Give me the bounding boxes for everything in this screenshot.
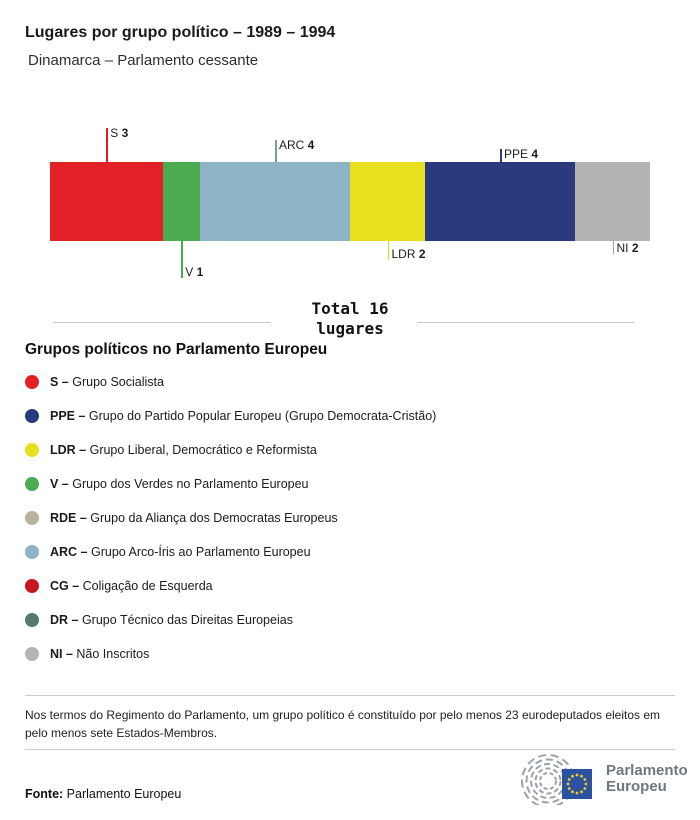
callout-label-V: V 1	[185, 265, 204, 279]
ep-hemicycle-logo-icon	[518, 753, 600, 805]
eu-flag-icon	[562, 769, 592, 799]
page-subtitle: Dinamarca – Parlamento cessante	[28, 52, 259, 69]
legend-dot-RDE-icon	[25, 511, 39, 525]
callout-label-LDR: LDR 2	[391, 247, 426, 261]
legend-label-PPE: PPE – Grupo do Partido Popular Europeu (Grupo Democrata-Cristão)	[50, 409, 437, 423]
legend-label-NI: NI – Não Inscritos	[50, 647, 150, 661]
ep-logo	[518, 753, 688, 805]
legend-heading: Grupos políticos no Parlamento Europeu	[25, 341, 328, 358]
total-rule-right	[417, 322, 634, 323]
legend-dot-LDR-icon	[25, 443, 39, 457]
callout-label-NI: NI 2	[616, 241, 639, 255]
callout-line-ARC	[275, 140, 277, 162]
divider-bottom	[25, 749, 675, 750]
legend-item-CG	[25, 569, 436, 603]
bar-segment-NI	[575, 162, 650, 241]
legend-label-V: V – Grupo dos Verdes no Parlamento Europeu	[50, 477, 309, 491]
callout-label-ARC: ARC 4	[279, 138, 315, 152]
total-seats-label	[0, 299, 700, 339]
legend-dot-ARC-icon	[25, 545, 39, 559]
legend-dot-PPE-icon	[25, 409, 39, 423]
logo-wordmark-line2: Europeu	[606, 778, 667, 795]
callout-line-LDR	[388, 241, 390, 260]
legend-dot-NI-icon	[25, 647, 39, 661]
legend-item-RDE	[25, 501, 436, 535]
logo-wordmark	[606, 763, 688, 795]
legend-dot-S-icon	[25, 375, 39, 389]
total-rule-left	[53, 322, 271, 323]
legend-label-DR: DR – Grupo Técnico das Direitas Europeias	[50, 613, 293, 627]
legend-item-DR	[25, 603, 436, 637]
callout-line-PPE	[500, 149, 502, 162]
legend-item-LDR	[25, 433, 436, 467]
legend-label-LDR: LDR – Grupo Liberal, Democrático e Reformista	[50, 443, 317, 457]
callout-line-NI	[613, 241, 615, 254]
bar-segment-V	[163, 162, 201, 241]
legend-dot-V-icon	[25, 477, 39, 491]
legend-item-V	[25, 467, 436, 501]
legend-dot-DR-icon	[25, 613, 39, 627]
callout-line-V	[181, 241, 183, 278]
total-seats-line1: Total 16	[311, 299, 389, 318]
legend-label-CG: CG – Coligação de Esquerda	[50, 579, 213, 593]
legend-label-RDE: RDE – Grupo da Aliança dos Democratas Europeus	[50, 511, 338, 525]
source-label: Fonte:	[25, 787, 64, 801]
total-seats-line2: lugares	[316, 319, 384, 338]
divider-top	[25, 695, 675, 696]
bar-segment-ARC	[200, 162, 350, 241]
bar-segment-LDR	[350, 162, 425, 241]
legend-item-PPE	[25, 399, 436, 433]
seats-bar-chart	[0, 0, 700, 300]
bar-segment-S	[50, 162, 163, 241]
bar-segment-PPE	[425, 162, 575, 241]
legend-label-ARC: ARC – Grupo Arco-Íris ao Parlamento Europeu	[50, 545, 311, 559]
legend-item-NI	[25, 637, 436, 671]
legend-item-S	[25, 365, 436, 399]
source-value: Parlamento Europeu	[66, 787, 182, 801]
footnote: Nos termos do Regimento do Parlamento, um grupo político é constituído por pelo menos 23 eurodeputados eleitos em pelo menos sete Estados-Membros.	[25, 708, 661, 740]
legend-dot-CG-icon	[25, 579, 39, 593]
legend-label-S: S – Grupo Socialista	[50, 375, 164, 389]
callout-label-S: S 3	[110, 126, 129, 140]
callout-label-PPE: PPE 4	[504, 147, 539, 161]
logo-wordmark-line1: Parlamento	[606, 762, 688, 779]
legend-item-ARC	[25, 535, 436, 569]
source-line	[25, 787, 181, 801]
legend-list	[25, 365, 436, 671]
page-title: Lugares por grupo político – 1989 – 1994	[25, 24, 336, 41]
callout-line-S	[106, 128, 108, 162]
